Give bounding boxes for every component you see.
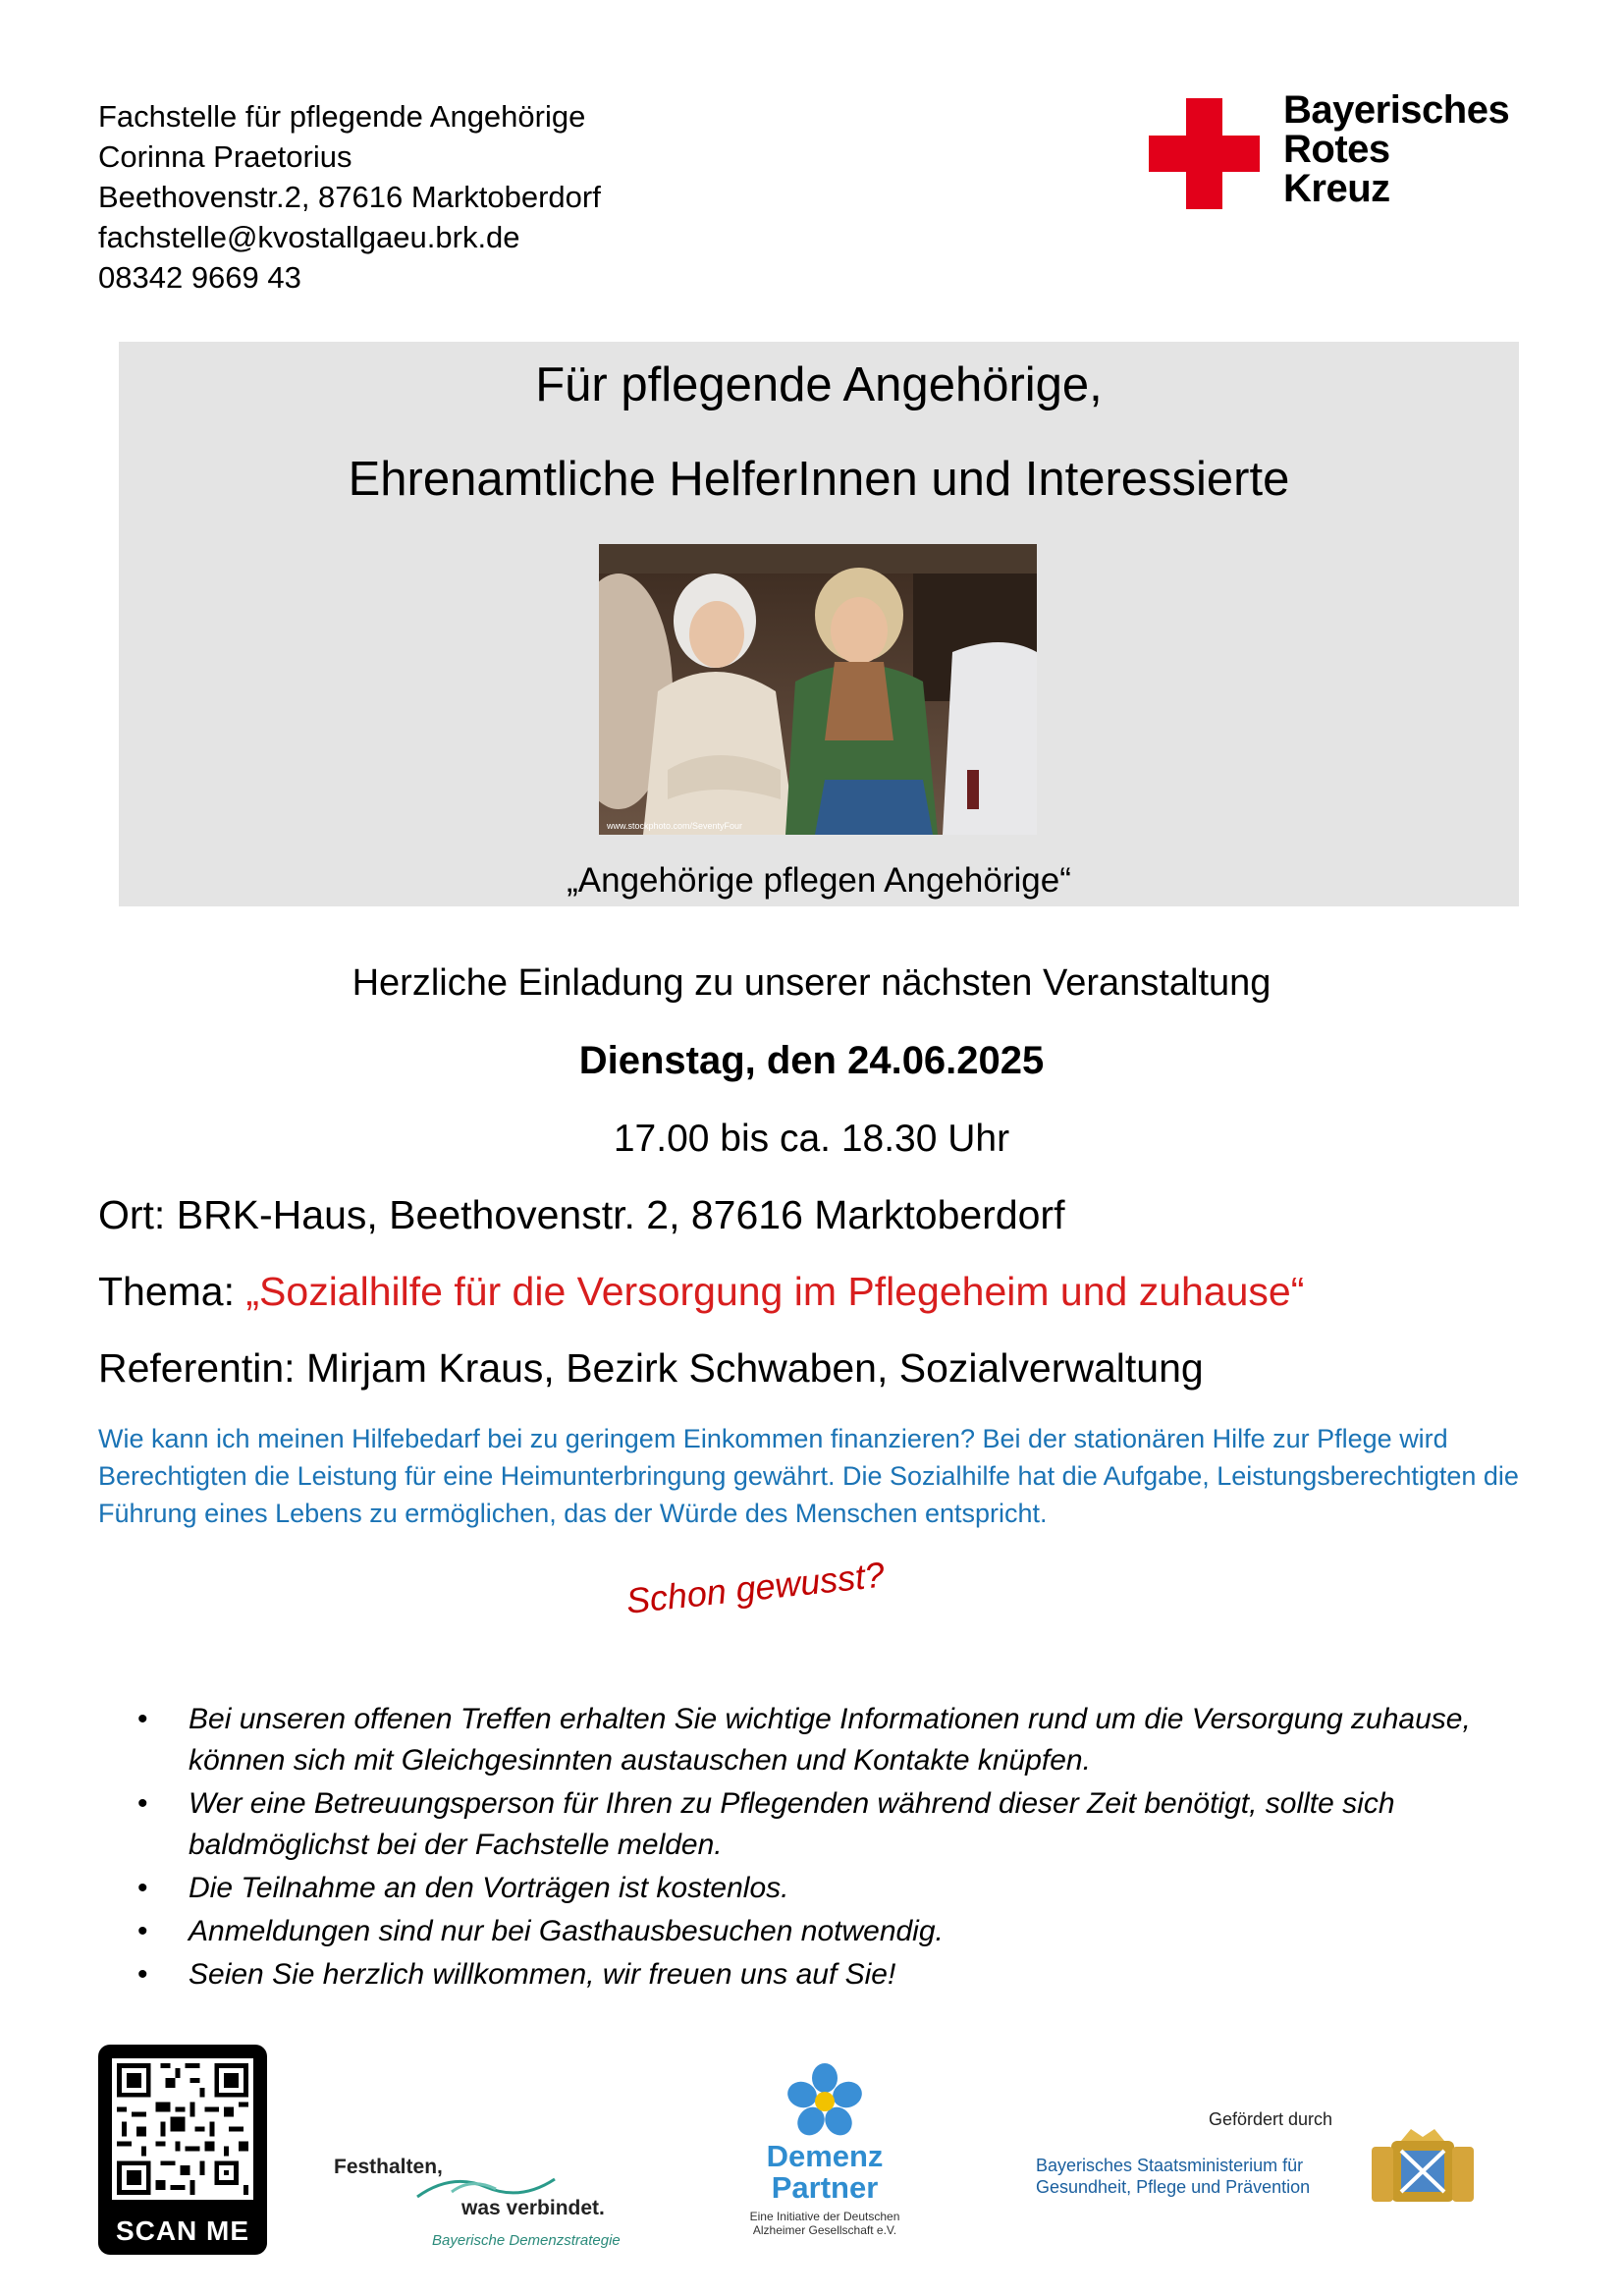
quote: „Angehörige pflegen Angehörige“ — [567, 861, 1071, 900]
demenz-line-1: Demenz — [766, 2139, 884, 2173]
topic-label: Thema: — [98, 1269, 246, 1314]
festhalten-line-3: Bayerische Demenzstrategie — [432, 2232, 621, 2249]
list-item: • Anmeldungen sind nur bei Gasthausbesuchen notwendig. — [137, 1911, 1542, 1952]
topic-value: „Sozialhilfe für die Versorgung im Pflegeheim und zuhause“ — [245, 1269, 1305, 1314]
gefoerdert-label: Gefördert durch — [1209, 2109, 1333, 2129]
list-item: • Seien Sie herzlich willkommen, wir freuen uns auf Sie! — [137, 1954, 1542, 1995]
demenz-line-2: Partner — [771, 2170, 879, 2205]
qr-code[interactable] — [98, 2045, 267, 2255]
scan-me-label: SCAN ME — [115, 2215, 250, 2246]
contact-email[interactable]: fachstelle@kvostallgaeu.brk.de — [98, 220, 520, 254]
demenz-line-3: Eine Initiative der Deutschen — [749, 2210, 900, 2223]
demenz-line-4: Alzheimer Gesellschaft e.V. — [752, 2223, 897, 2237]
event-location: Ort: BRK-Haus, Beethovenstr. 2, 87616 Marktoberdorf — [98, 1192, 1065, 1237]
qr-code-pattern — [112, 2058, 253, 2200]
contact-block — [98, 96, 601, 298]
photo-two-women — [599, 544, 1037, 835]
demenz-partner-logo — [717, 2062, 933, 2249]
festhalten-logo — [334, 2156, 628, 2264]
event-time: 17.00 bis ca. 18.30 Uhr — [613, 1118, 1010, 1160]
contact-address: Beethovenstr.2, 87616 Marktoberdorf — [98, 180, 601, 214]
festhalten-line-2: was verbindet. — [461, 2197, 605, 2219]
ministry-logo — [1036, 2109, 1488, 2227]
red-cross-icon — [1149, 98, 1260, 209]
bavarian-coat-of-arms-icon — [1372, 2127, 1474, 2208]
contact-org: Fachstelle für pflegende Angehörige — [98, 99, 586, 134]
list-item: • Bei unseren offenen Treffen erhalten Sie wichtige Informationen rund um die Versorgung zuhause, können sich mit Gleichgesinnten austauschen und Kontakte knüpfen. — [137, 1699, 1542, 1781]
list-item: • Wer eine Betreuungsperson für Ihren zu Pflegenden während dieser Zeit benötigt, sollte sich baldmöglichst bei der Fachstelle melden. — [137, 1783, 1542, 1866]
info-bullet-list — [137, 1699, 1542, 1997]
contact-phone[interactable]: 08342 9669 43 — [98, 260, 301, 295]
forget-me-not-icon — [785, 2062, 864, 2141]
description-text: Wie kann ich meinen Hilfebedarf bei zu geringem Einkommen finanzieren? Bei der stationären Hilfe zur Pflege wird Berechtigten die Leistung für eine Heimunterbringung gewährt. Die Sozialhilfe hat die Aufgabe, Leistungsberechtigten die Führung eines Lebens zu ermöglichen, das der Würde des Menschen entspricht. — [98, 1424, 1519, 1528]
schon-gewusst-heading: Schon gewusst? — [623, 1554, 887, 1621]
headline-line-1: Für pflegende Angehörige, — [535, 358, 1103, 411]
ministry-name: Bayerisches Staatsministerium für Gesundheit, Pflege und Prävention — [1036, 2156, 1311, 2197]
headline-line-2: Ehrenamtliche HelferInnen und Interessierte — [348, 453, 1290, 506]
brk-logo — [1139, 88, 1532, 216]
event-topic — [98, 1269, 1304, 1315]
invitation-text: Herzliche Einladung zu unserer nächsten Veranstaltung — [352, 962, 1271, 1004]
list-item: • Die Teilnahme an den Vorträgen ist kostenlos. — [137, 1868, 1542, 1909]
contact-person: Corinna Praetorius — [98, 139, 352, 174]
brk-logo-text: Bayerisches Rotes Kreuz — [1283, 88, 1510, 210]
photo-credit: www.stockphoto.com/SeventyFour — [607, 821, 743, 831]
event-speaker: Referentin: Mirjam Kraus, Bezirk Schwaben, Sozialverwaltung — [98, 1345, 1204, 1391]
festhalten-line-1: Festhalten, — [334, 2156, 443, 2178]
event-date: Dienstag, den 24.06.2025 — [578, 1039, 1045, 1082]
